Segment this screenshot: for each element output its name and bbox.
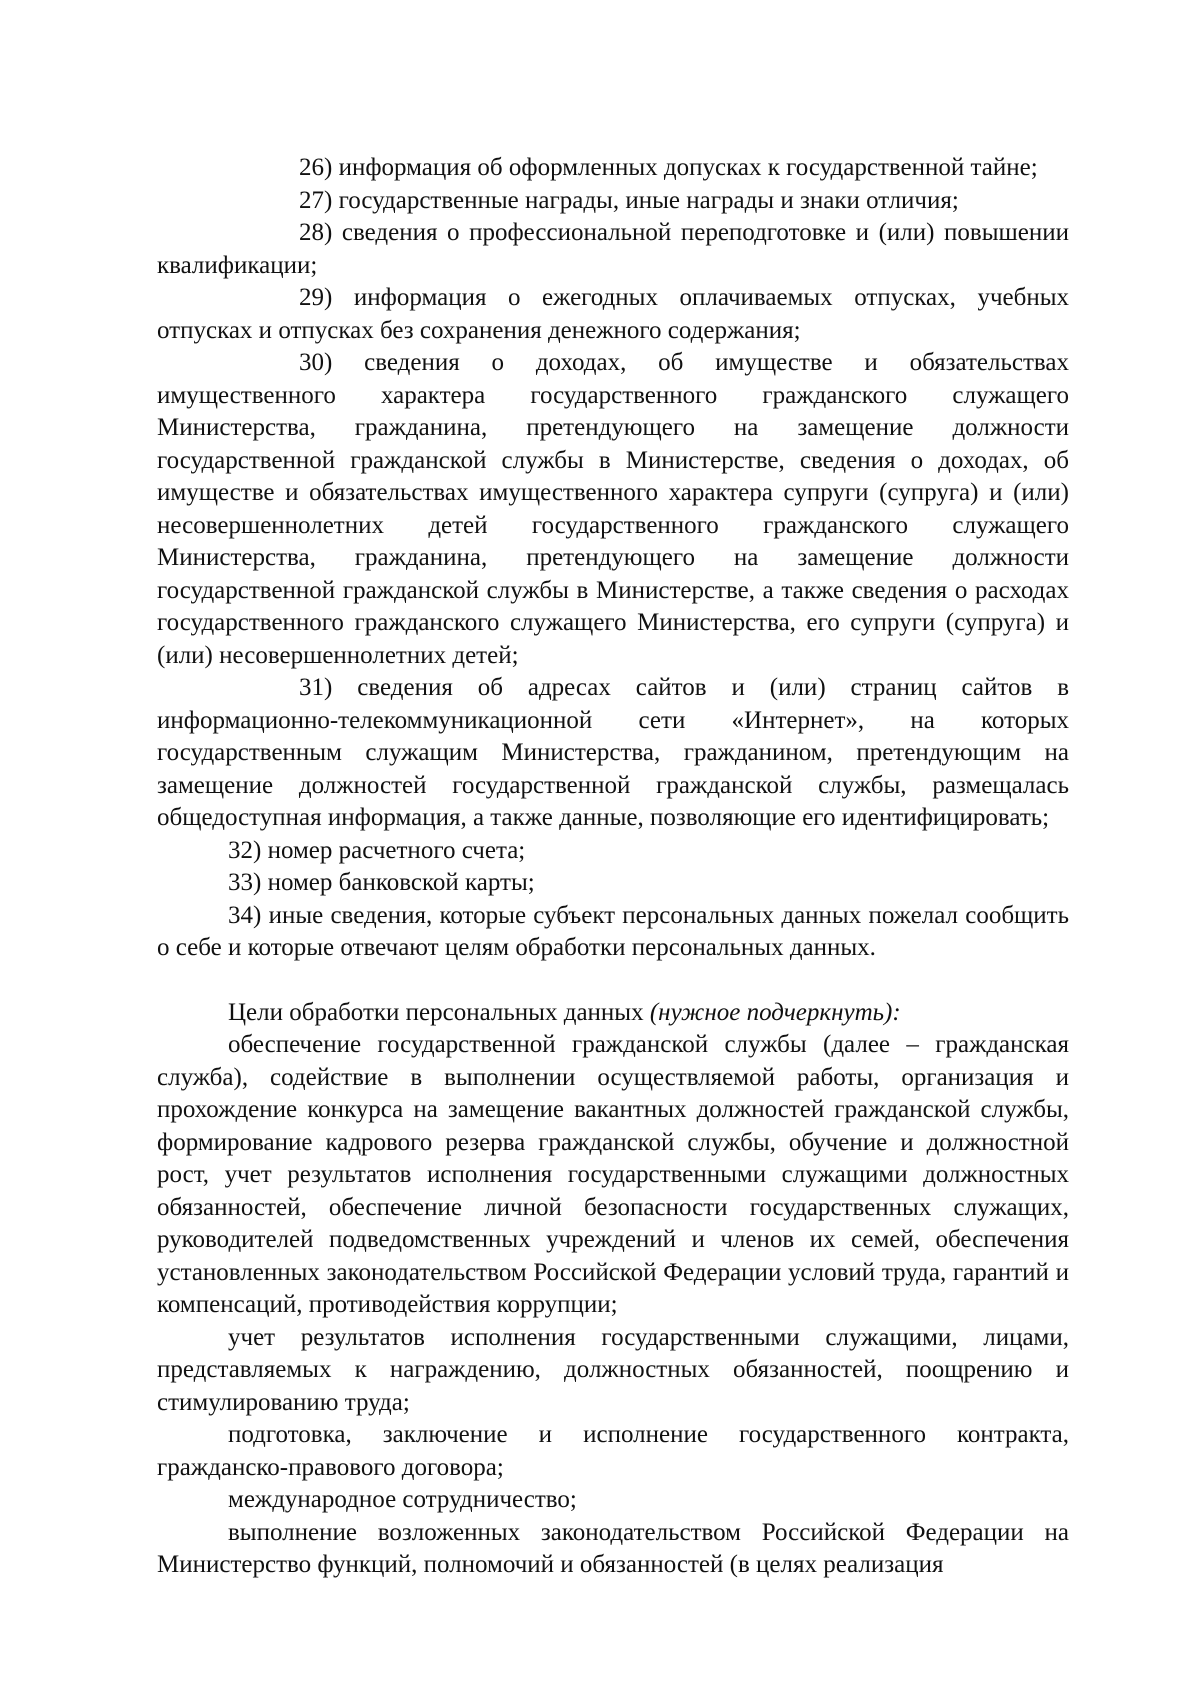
list-item-29 (157, 282, 1069, 347)
list-item-text: информация об оформленных допусках к государственной тайне; (338, 154, 1038, 181)
list-item-number: 31) (299, 674, 333, 701)
list-item-text: номер расчетного счета; (267, 836, 526, 864)
list-item-text: номер банковской карты; (267, 869, 535, 896)
list-item-34 (157, 900, 1069, 965)
list-item-28 (157, 217, 1069, 282)
list-item-text: информация о ежегодных оплачиваемых отпусках, учебных отпусках и отпусках без сохранения денежного содержания; (157, 284, 1070, 344)
list-item-26 (157, 152, 1069, 185)
purpose-paragraph: подготовка, заключение и исполнение государственного контракта, гражданско-правового договора; (157, 1421, 1069, 1481)
purpose-paragraph: учет результатов исполнения государственными служащими, лицами, представляемых к награждению, должностных обязанностей, поощрению и стимулированию труда; (157, 1323, 1069, 1416)
purposes-heading (157, 997, 1069, 1030)
list-item-33 (157, 867, 1069, 900)
list-item-number: 34) (228, 901, 262, 929)
list-item-text: сведения о профессиональной переподготовке и (или) повышении квалификации; (157, 219, 1069, 279)
list-item-number: 33) (228, 869, 262, 896)
list-item-number: 28) (299, 219, 333, 246)
list-item-text: государственные награды, иные награды и знаки отличия; (338, 186, 959, 214)
purpose-paragraph: выполнение возложенных законодательством Российской Федерации на Министерство функций, полномочий и обязанностей (в целях реализация (157, 1518, 1069, 1578)
list-item-number: 30) (299, 349, 333, 376)
list-item-27 (157, 185, 1069, 218)
purpose-paragraph: международное сотрудничество; (228, 1486, 577, 1513)
list-item-text: сведения об адресах сайтов и (или) страниц сайтов в информационно-телекоммуникационной сети «Интернет», на которых государственным служащим Министерства, гражданином, претендующим на замещение должностей государственной гражданской службы, размещалась общедоступная информация, а также данные, позволяющие его идентифицировать; (157, 674, 1069, 831)
purposes-heading-text: Цели обработки персональных данных (228, 998, 644, 1026)
document-page (157, 152, 1069, 1582)
list-item-number: 29) (299, 284, 333, 311)
purposes-heading-note: (нужное подчеркнуть): (649, 998, 901, 1026)
list-item-number: 27) (299, 186, 333, 214)
list-item-31 (157, 672, 1069, 835)
list-item-30 (157, 347, 1069, 672)
list-item-text: сведения о доходах, об имуществе и обязательствах имущественного характера государственного гражданского служащего Министерства, гражданина, претендующего на замещение должности государственной гражданской службы в Министерстве, сведения о доходах, об имуществе и обязательствах имущественного характера супруги (супруга) и (или) несовершеннолетних детей государственного гражданского служащего Министерства, гражданина, претендующего на замещение должности государственной гражданской службы в Министерстве, а также сведения о расходах государственного гражданского служащего Министерства, его супруги (супруга) и (или) несовершеннолетних детей; (157, 349, 1070, 669)
list-item-32 (157, 835, 1069, 868)
list-item-number: 26) (299, 154, 333, 181)
section-spacer (157, 965, 1069, 997)
list-item-number: 32) (228, 836, 262, 864)
list-item-text: иные сведения, которые субъект персональных данных пожелал сообщить о себе и которые отвечают целям обработки персональных данных. (157, 901, 1070, 961)
purpose-paragraph: обеспечение государственной гражданской службы (далее – гражданская служба), содействие в выполнении осуществляемой работы, организация и прохождение конкурса на замещение вакантных должностей гражданской службы, формирование кадрового резерва гражданской службы, обучение и должностной рост, учет результатов исполнения государственными служащими должностных обязанностей, обеспечение личной безопасности государственных служащих, руководителей подведомственных учреждений и членов их семей, обеспечения установленных законодательством Российской Федерации условий труда, гарантий и компенсаций, противодействия коррупции; (157, 1031, 1069, 1318)
